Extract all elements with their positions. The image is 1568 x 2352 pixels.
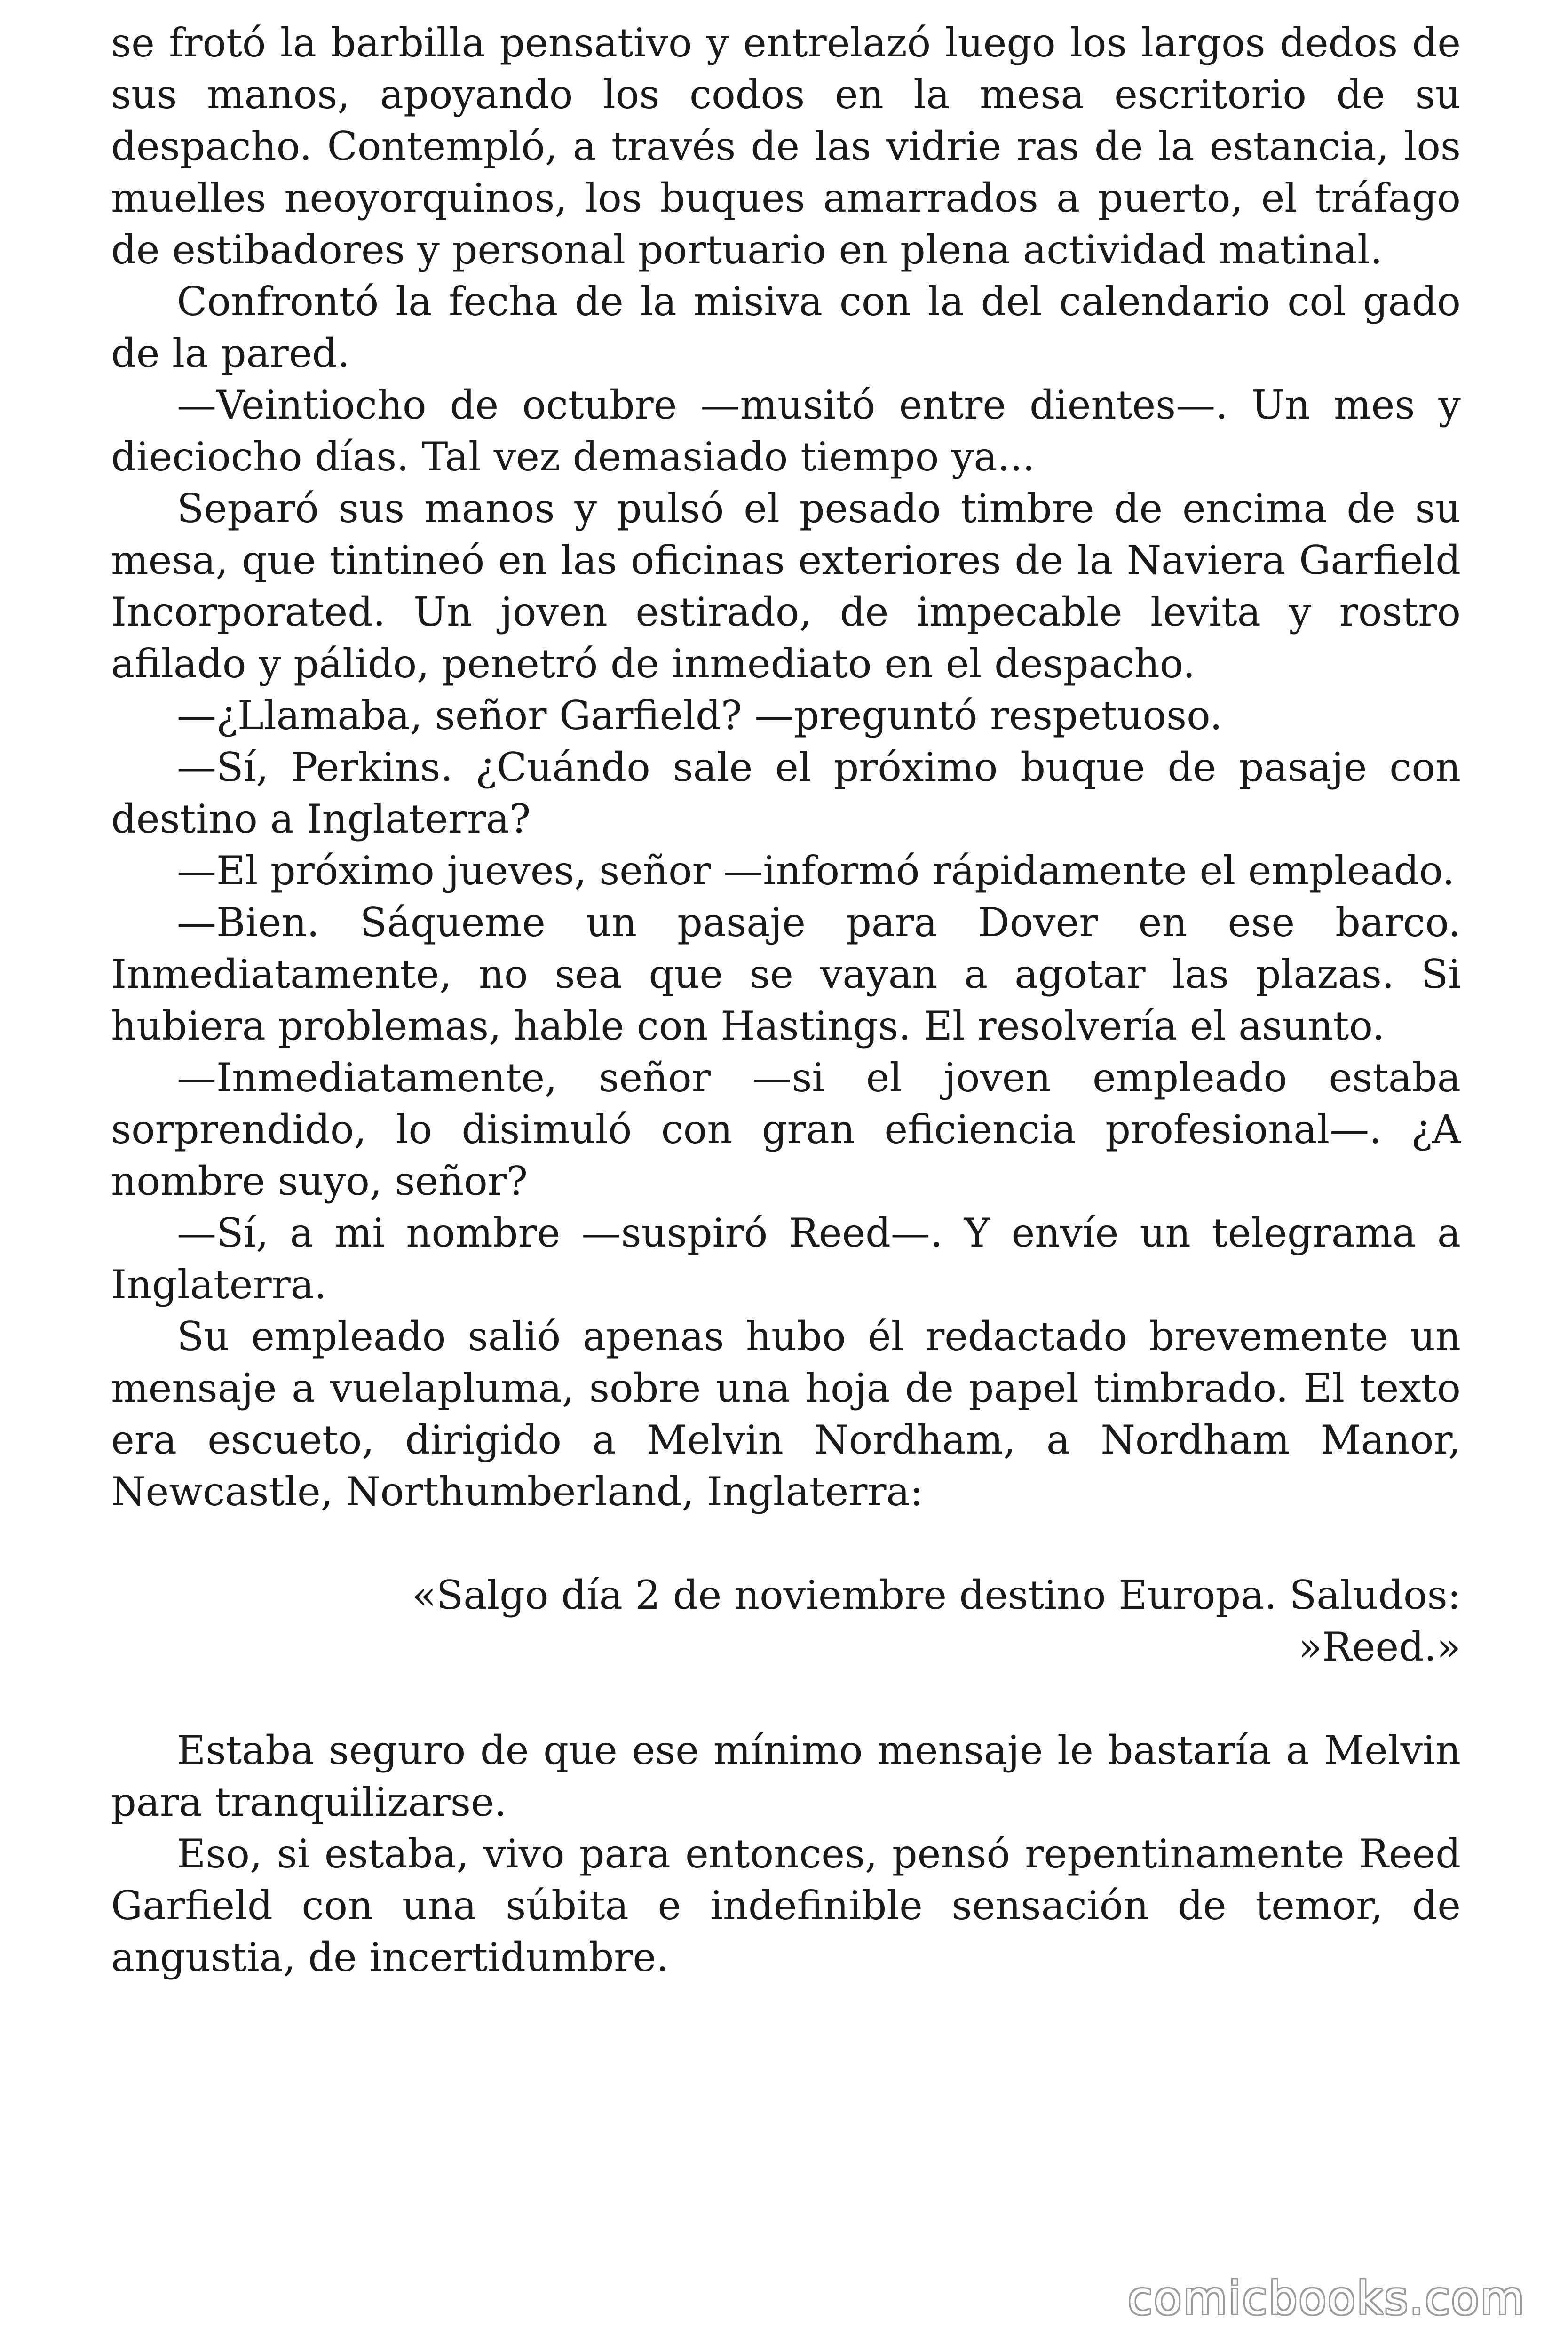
paragraph-13: Eso, si estaba, vivo para entonces, pensó repentinamente Reed Garfield con una súbita e indefinible sensación de temor, de angustia, de incertidumbre. bbox=[111, 1831, 1461, 1980]
paragraph-9: —Inmediatamente, señor —si el joven empleado estaba sorprendido, lo disimuló con gran eficiencia profesional—. ¿A nombre suyo, señor? bbox=[111, 1055, 1461, 1204]
paragraph-10: —Sí, a mi nombre —suspiró Reed—. Y envíe un telegrama a Inglaterra. bbox=[111, 1210, 1461, 1308]
page-text bbox=[111, 17, 1461, 1983]
paragraph-4: Separó sus manos y pulsó el pesado timbre de encima de su mesa, que tintineó en las oficinas exteriores de la Naviera Garfield Incorporated. Un joven estirado, de impecable levita y rostro afilado y pálido, penetró de inmediato en el despacho. bbox=[111, 485, 1461, 687]
paragraph-2: Confrontó la fecha de la misiva con la del calendario col gado de la pared. bbox=[111, 278, 1461, 376]
paragraph-5: —¿Llamaba, señor Garfield? —preguntó respetuoso. bbox=[177, 692, 1222, 739]
telegram-quote bbox=[111, 1569, 1461, 1673]
telegram-line-1: «Salgo día 2 de noviembre destino Europa. Saludos: bbox=[412, 1572, 1461, 1618]
paragraph-11: Su empleado salió apenas hubo él redactado brevemente un mensaje a vuelapluma, sobre una hoja de papel timbrado. El texto era escueto, dirigido a Melvin Nordham, a Nordham Manor, Newcastle, Northumberland, Inglaterra: bbox=[111, 1313, 1461, 1515]
paragraph-7: —El próximo jueves, señor —informó rápidamente el empleado. bbox=[177, 848, 1455, 894]
watermark-text: comicbooks.com bbox=[1127, 2272, 1526, 2325]
paragraph-6: —Sí, Perkins. ¿Cuándo sale el próximo buque de pasaje con destino a Inglaterra? bbox=[111, 744, 1461, 842]
paragraph-3: —Veintiocho de octubre —musitó entre dientes—. Un mes y dieciocho días. Tal vez demasiado tiempo ya... bbox=[111, 382, 1461, 480]
telegram-line-2: »Reed.» bbox=[1298, 1624, 1461, 1670]
paragraph-1: se frotó la barbilla pensativo y entrelazó luego los largos dedos de sus manos, apoyando los codos en la mesa escritorio de su despacho. Contempló, a través de las vidrie ras de la estancia, los muelles neoyorquinos, los buques amarrados a puerto, el tráfago de estibadores y personal portuario en plena actividad matinal. bbox=[111, 20, 1461, 273]
paragraph-8: —Bien. Sáqueme un pasaje para Dover en ese barco. Inmediatamente, no sea que se vayan a agotar las plazas. Si hubiera problemas, hable con Hastings. El resolvería el asunto. bbox=[111, 899, 1461, 1049]
paragraph-12: Estaba seguro de que ese mínimo mensaje le bastaría a Melvin para tranquilizarse. bbox=[111, 1727, 1461, 1825]
